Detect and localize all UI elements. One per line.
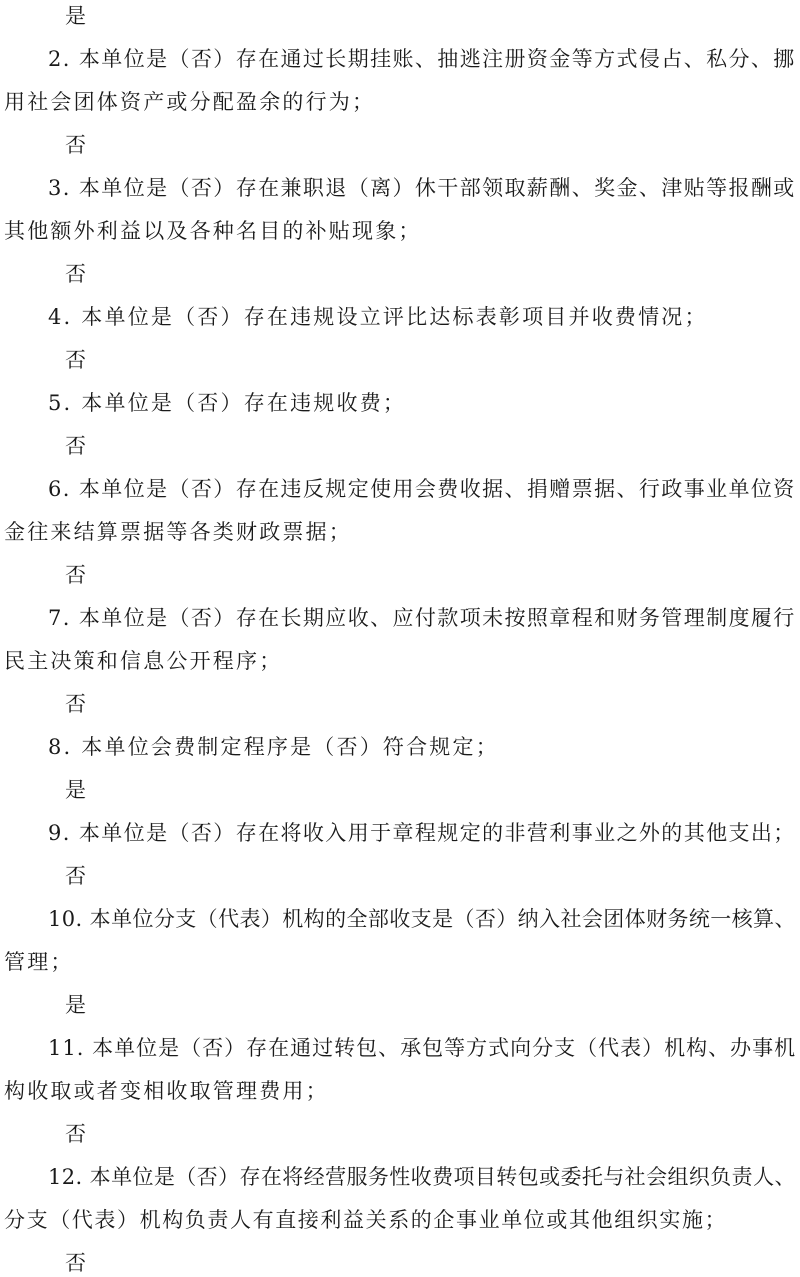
item-2-line-2: 用社会团体资产或分配盈余的行为；	[4, 90, 376, 114]
item-7-line-1: 7. 本单位是（否）存在长期应收、应付款项未按照章程和财务管理制度履行	[48, 606, 796, 630]
item-2-line-1: 2. 本单位是（否）存在通过长期挂账、抽逃注册资金等方式侵占、私分、挪	[48, 47, 796, 71]
answer-11-text: 否	[65, 1122, 86, 1146]
item-12-line-2: 分支（代表）机构负责人有直接利益关系的企事业单位或其他组织实施；	[4, 1208, 728, 1232]
item-6-line-1: 6. 本单位是（否）存在违反规定使用会费收据、捐赠票据、行政事业单位资	[48, 477, 796, 501]
answer-7-text: 否	[65, 692, 86, 716]
item-3-line-2: 其他额外利益以及各种名目的补贴现象；	[4, 219, 422, 243]
answer-5-text: 否	[65, 434, 86, 458]
answer-8-text: 是	[65, 778, 86, 802]
answer-4-text: 否	[65, 348, 86, 372]
item-12-line-1: 12. 本单位是（否）存在将经营服务性收费项目转包或委托与社会组织负责人、	[48, 1165, 796, 1189]
answer-3-text: 否	[65, 262, 86, 286]
item-11-line-2: 构收取或者变相收取管理费用；	[4, 1079, 329, 1103]
item-10-line-1: 10. 本单位分支（代表）机构的全部收支是（否）纳入社会团体财务统一核算、	[48, 907, 796, 931]
answer-12-text: 否	[65, 1251, 86, 1275]
item-7-line-2: 民主决策和信息公开程序；	[4, 649, 283, 673]
item-10-line-2: 管理；	[4, 950, 74, 974]
item-11-line-1: 11. 本单位是（否）存在通过转包、承包等方式向分支（代表）机构、办事机	[48, 1036, 797, 1060]
answer-10-text: 是	[65, 993, 86, 1017]
item-8-line-1: 8. 本单位会费制定程序是（否）符合规定；	[48, 735, 499, 759]
answer-9-text: 否	[65, 864, 86, 888]
item-5-line-1: 5. 本单位是（否）存在违规收费；	[48, 391, 407, 415]
item-9-line-1: 9. 本单位是（否）存在将收入用于章程规定的非营利事业之外的其他支出；	[48, 821, 796, 845]
answer-2-text: 否	[65, 133, 86, 157]
answer-1-text: 是	[65, 4, 86, 28]
item-3-line-1: 3. 本单位是（否）存在兼职退（离）休干部领取薪酬、奖金、津贴等报酬或	[48, 176, 796, 200]
item-6-line-2: 金往来结算票据等各类财政票据；	[4, 520, 352, 544]
item-4-line-1: 4. 本单位是（否）存在违规设立评比达标表彰项目并收费情况；	[48, 305, 708, 329]
answer-6-text: 否	[65, 563, 86, 587]
